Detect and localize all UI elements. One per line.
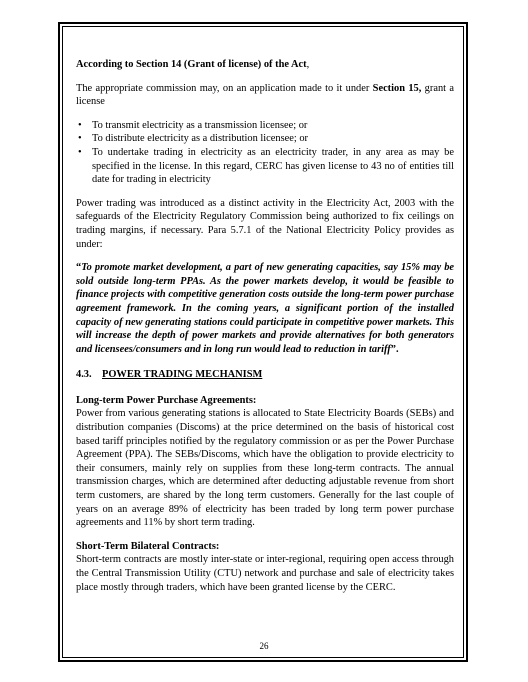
bullet-text: To distribute electricity as a distribution licensee; or xyxy=(92,133,308,145)
license-bullet-list xyxy=(76,119,454,187)
bullet-text: To transmit electricity as a transmission licensee; or xyxy=(92,119,308,131)
bullet-text: To undertake trading in electricity as an electricity trader, in any area as may be specified in the license. In this regard, CERC has given license to 43 no of entities till date for trading in electricity xyxy=(92,146,454,186)
long-term-heading: Long-term Power Purchase Agreements: xyxy=(76,394,257,406)
intro-text-post: grant a license xyxy=(76,82,454,108)
bullet-item xyxy=(76,132,454,146)
short-term-heading: Short-Term Bilateral Contracts: xyxy=(76,540,220,552)
policy-quote xyxy=(76,261,454,356)
section-4-3-heading xyxy=(76,368,454,382)
bullet-item xyxy=(76,146,454,187)
intro-text-pre: The appropriate commission may, on an application made to it under xyxy=(76,82,373,94)
short-term-paragraph: Short-term contracts are mostly inter-state or inter-regional, requiring open access through the Central Transmission Utility (CTU) network and purchase and sale of electricity takes place mostly through traders, which have been granted license by the CERC. xyxy=(76,554,454,593)
quote-open-mark: “ xyxy=(76,262,82,274)
section14-heading xyxy=(76,58,454,72)
bullet-dot-icon: • xyxy=(78,146,82,158)
section14-heading-text: According to Section 14 (Grant of license) of the Act xyxy=(76,59,307,70)
quote-body: To promote market development, a part of new generating capacities, say 15% may be sold outside long-term PPAs. As the power markets develop, it would be feasible to finance projects with competitive generation costs outside the long-term power purchase agreement framework. In the coming years, a significant portion of the installed capacity of new generating stations could participate in competitive power markets. This will increase the depth of power markets and provide alternatives for both generators and licensees/consumers and in long run would lead to reduction in tariff xyxy=(76,262,454,355)
section-number: 4.3. xyxy=(76,369,92,381)
section14-intro xyxy=(76,82,454,109)
section14-heading-suffix: , xyxy=(306,59,310,70)
page-number: 26 xyxy=(259,641,269,651)
document-body xyxy=(76,58,454,594)
intro-section-ref: Section 15, xyxy=(372,82,422,94)
quote-close-mark: ”. xyxy=(390,343,399,355)
bullet-item xyxy=(76,119,454,133)
bullet-dot-icon: • xyxy=(78,133,82,145)
long-term-paragraph: Power from various generating stations is allocated to State Electricity Boards (SEBs) and distribution companies (Discoms) at the price determined on the basis of historical cost based tariff principles notified by the regulatory commission or as per the Power Purchase Agreement (PPA). The SEBs/Discoms, which have the obligation to provide electricity to their consumers, mainly rely on supplies from these long-term contracts. The annual transmission charges, which are determined after deducting adjustable revenue from short term customers, are shared by the long term customers. Generally for the last couple of years on an average 89% of electricity has been traded by long term power purchase agreements and 11% by short term trading. xyxy=(76,408,454,529)
power-trading-paragraph: Power trading was introduced as a distinct activity in the Electricity Act, 2003 with the safeguards of the Electricity Regulatory Commission being authorized to fix ceilings on trading margins, if necessary. Para 5.7.1 of the National Electricity Policy provides as under: xyxy=(76,197,454,250)
bullet-dot-icon: • xyxy=(78,119,82,131)
section-title: POWER TRADING MECHANISM xyxy=(102,369,263,381)
